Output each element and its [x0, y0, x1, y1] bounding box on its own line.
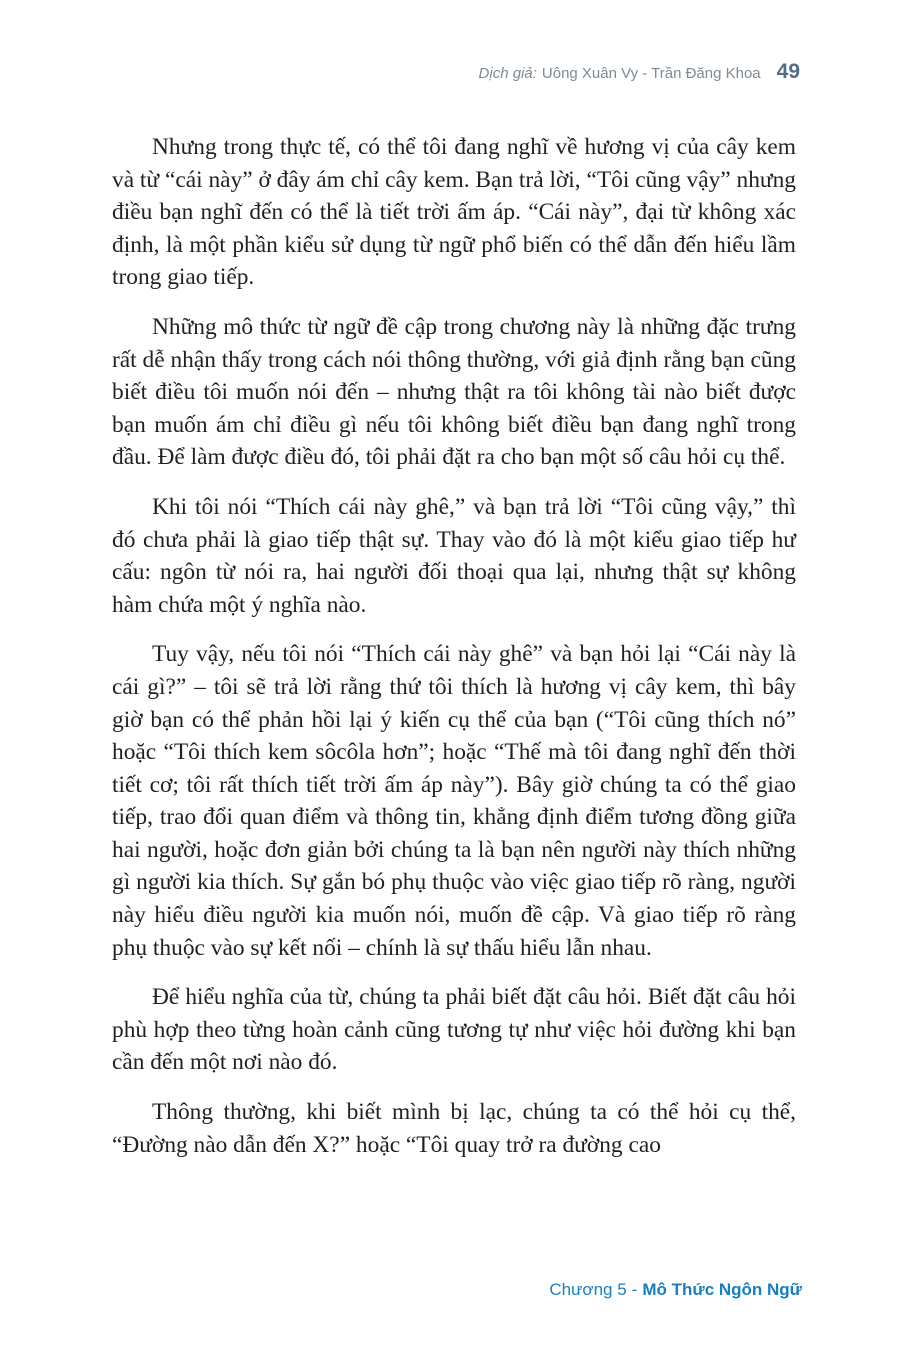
paragraph: Thông thường, khi biết mình bị lạc, chúng ta có thể hỏi cụ thể, “Đường nào dẫn đến X?” hoặc “Tôi quay trở ra đường cao: [112, 1099, 796, 1158]
paragraph: Nhưng trong thực tế, có thể tôi đang nghĩ về hương vị của cây kem và từ “cái này” ở đây ám chỉ cây kem. Bạn trả lời, “Tôi cũng vậy” nhưng điều bạn nghĩ đến có thể là tiết trời ấm áp. “Cái này”, đại từ không xác định, là một phần kiểu sử dụng từ ngữ phổ biến có thể dẫn đến hiểu lầm trong giao tiếp.: [112, 134, 796, 291]
page-body: [112, 131, 796, 1178]
paragraph: Tuy vậy, nếu tôi nói “Thích cái này ghê” và bạn hỏi lại “Cái này là cái gì?” – tôi sẽ trả lời rằng thứ tôi thích là hương vị cây kem, thì bây giờ bạn có thể phản hồi lại ý kiến cụ thể của bạn (“Tôi cũng thích nó” hoặc “Tôi thích kem sôcôla hơn”; hoặc “Thế mà tôi đang nghĩ đến thời tiết cơ; tôi rất thích tiết trời ấm áp này”). Bây giờ chúng ta có thể giao tiếp, trao đổi quan điểm và thông tin, khẳng định điểm tương đồng giữa hai người, hoặc đơn giản bởi chúng ta là bạn nên người này thích những gì người kia thích. Sự gắn bó phụ thuộc vào việc giao tiếp rõ ràng, người này hiểu điều người kia muốn nói, muốn đề cập. Và giao tiếp rõ ràng phụ thuộc vào sự kết nối – chính là sự thấu hiểu lẫn nhau.: [112, 641, 796, 961]
paragraph: Những mô thức từ ngữ đề cập trong chương này là những đặc trưng rất dễ nhận thấy trong cách nói thông thường, với giả định rằng bạn cũng biết điều tôi muốn nói đến – nhưng thật ra tôi không tài nào biết được bạn muốn ám chỉ điều gì nếu tôi không biết điều bạn đang nghĩ trong đầu. Để làm được điều đó, tôi phải đặt ra cho bạn một số câu hỏi cụ thể.: [112, 313, 796, 471]
paragraph: Khi tôi nói “Thích cái này ghê,” và bạn trả lời “Tôi cũng vậy,” thì đó chưa phải là giao tiếp thật sự. Thay vào đó là một kiểu giao tiếp hư cấu: ngôn từ nói ra, hai người đối thoại qua lại, nhưng thật sự không hàm chứa một ý nghĩa nào.: [112, 493, 796, 618]
running-footer: [549, 1280, 802, 1300]
paragraph: Để hiểu nghĩa của từ, chúng ta phải biết đặt câu hỏi. Biết đặt câu hỏi phù hợp theo từng hoàn cảnh cũng tương tự như việc hỏi đường khi bạn cần đến một nơi nào đó.: [112, 984, 796, 1076]
chapter-title: Mô Thức Ngôn Ngữ: [642, 1280, 802, 1299]
footer-separator: -: [631, 1280, 638, 1299]
chapter-label: Chương 5: [549, 1280, 627, 1299]
page-number: 49: [776, 60, 800, 83]
running-header: [479, 60, 800, 90]
translator-role-label: Dịch giả:: [478, 65, 537, 82]
translator-names: Uông Xuân Vy - Trần Đăng Khoa: [541, 65, 761, 82]
